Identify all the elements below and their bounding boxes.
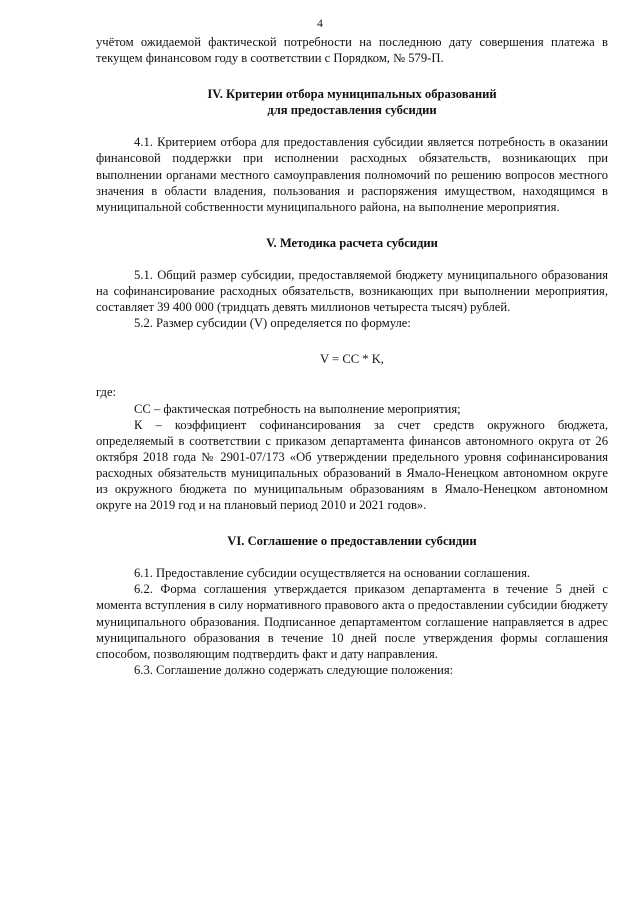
formula: V = CC * K, (320, 352, 384, 367)
paragraph-5-1: 5.1. Общий размер субсидии, предоставляемой бюджету муниципального образования на софинансирование расходных обязательств, возникающих при выполнении мероприятия, составляет 39 400 000 (тридцать девять миллионов четыреста тысяч) рублей. (96, 267, 608, 315)
page-number: 4 (317, 18, 323, 30)
paragraph-5-2: 5.2. Размер субсидии (V) определяется по формуле: (134, 316, 411, 331)
paragraph-6-1: 6.1. Предоставление субсидии осуществляется на основании соглашения. (134, 566, 531, 581)
paragraph-6-3: 6.3. Соглашение должно содержать следующие положения: (134, 662, 454, 677)
section-iv-heading (96, 86, 608, 118)
definition-k: К – коэффициент софинансирования за счет средств окружного бюджета, определяемый в соответствии с приказом департамента финансов автономного округа от 26 октября 2018 года № 2901-07/173 «Об утверждении предельного уровня софинансирования расходных обязательств муниципальных образований в Ямало-Ненецком автономном округе из окружного бюджета по муниципальным образованиям в Ямало-Ненецком автономном округе на 2019 год и на плановый период 2010 и 2021 годов». (96, 417, 608, 513)
section-iv-title-line1: IV. Критерии отбора муниципальных образований (207, 87, 497, 102)
paragraph-6-2: 6.2. Форма соглашения утверждается приказом департамента в течение 5 дней с момента вступления в силу нормативного правового акта о предоставлении субсидии бюджету муниципального образования. Подписанное департаментом соглашение направляется в адрес муниципального образования в течение 10 дней после утверждения формы соглашения способом, позволяющим подтвердить факт и дату направления. (96, 582, 608, 661)
section-vi-title: VI. Соглашение о предоставлении субсидии (227, 534, 477, 549)
section-iv-title-line2: для предоставления субсидии (267, 103, 437, 118)
section-v-title: V. Методика расчета субсидии (266, 235, 438, 250)
paragraph-4-1: 4.1. Критерием отбора для предоставления субсидии является потребность в оказании финансовой поддержки при исполнении расходных обязательств, возникающих при выполнении органами местного самоуправления полномочий по решению вопросов местного значения в области владения, пользования и распоряжения имуществом, находящимся в муниципальной собственности муниципального района, на выполнение мероприятия. (96, 135, 608, 214)
where-label: где: (96, 385, 117, 400)
intro-paragraph: учётом ожидаемой фактической потребности на последнюю дату совершения платежа в текущем финансовом году в соответствии с Порядком, № 579-П. (96, 35, 608, 66)
definition-cc: CC – фактическая потребность на выполнение мероприятия; (134, 401, 461, 416)
